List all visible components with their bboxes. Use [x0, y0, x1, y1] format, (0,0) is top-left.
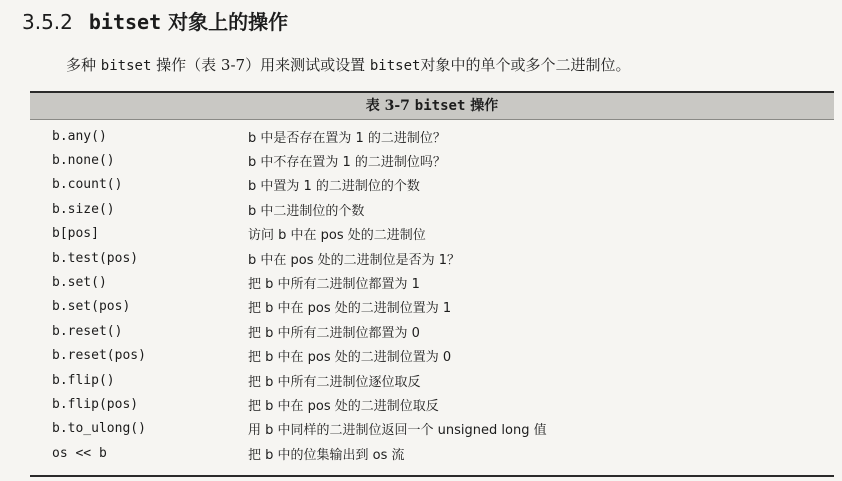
- operation-cell: b.set(): [52, 275, 107, 291]
- description-cell: 把 b 中所有二进制位逐位取反: [248, 374, 421, 390]
- operation-cell: b.none(): [52, 153, 115, 169]
- operation-cell: b.reset(): [52, 323, 123, 339]
- table-caption-text: 操作: [470, 98, 499, 114]
- section-number: 3.5.2: [22, 10, 73, 34]
- table-row: [30, 441, 834, 465]
- operation-cell: b.any(): [52, 128, 107, 144]
- description-cell: b 中二进制位的个数: [248, 203, 365, 219]
- operation-cell: b[pos]: [52, 226, 99, 242]
- description-cell: 把 b 中所有二进制位都置为 1: [248, 277, 420, 293]
- intro-paragraph: [66, 54, 630, 75]
- table-row: [30, 270, 834, 294]
- table-caption-code: bitset: [414, 98, 466, 114]
- description-cell: 把 b 中的位集输出到 os 流: [248, 447, 405, 463]
- intro-code-1: bitset: [100, 58, 152, 74]
- operation-cell: b.count(): [52, 177, 123, 193]
- intro-code-2: bitset: [369, 58, 421, 74]
- table-caption: [30, 93, 834, 120]
- operation-cell: b.test(pos): [52, 250, 139, 266]
- description-cell: b 中在 pos 处的二进制位是否为 1？: [248, 252, 461, 268]
- description-cell: 把 b 中所有二进制位都置为 0: [248, 325, 420, 341]
- section-title-code: bitset: [88, 10, 162, 34]
- description-cell: 把 b 中在 pos 处的二进制位置为 1: [248, 301, 452, 317]
- table-body: [30, 120, 834, 465]
- operation-cell: b.set(pos): [52, 299, 131, 315]
- operation-cell: b.reset(pos): [52, 348, 146, 364]
- description-cell: 访问 b 中在 pos 处的二进制位: [248, 228, 426, 244]
- description-cell: 用 b 中同样的二进制位返回一个 unsigned long 值: [248, 423, 547, 439]
- description-cell: b 中不存在置为 1 的二进制位吗？: [248, 155, 446, 171]
- table-row: [30, 173, 834, 197]
- operation-cell: b.size(): [52, 201, 115, 217]
- intro-text-3: 对象中的单个或多个二进制位。: [420, 56, 631, 74]
- operation-cell: b.flip(pos): [52, 396, 139, 412]
- table-row: [30, 222, 834, 246]
- table-row: [30, 148, 834, 172]
- table-row: [30, 368, 834, 392]
- section-heading: [22, 6, 288, 35]
- intro-text-1: 多种: [66, 56, 97, 74]
- section-title-text: 对象上的操作: [161, 10, 289, 34]
- table-row: [30, 417, 834, 441]
- operation-cell: b.flip(): [52, 372, 115, 388]
- description-cell: b 中置为 1 的二进制位的个数: [248, 179, 420, 195]
- description-cell: b 中是否存在置为 1 的二进制位？: [248, 130, 446, 146]
- description-cell: 把 b 中在 pos 处的二进制位置为 0: [248, 350, 452, 366]
- description-cell: 把 b 中在 pos 处的二进制位取反: [248, 398, 439, 414]
- table-row: [30, 246, 834, 270]
- bitset-operations-table: [30, 91, 834, 477]
- table-row: [30, 344, 834, 368]
- operation-cell: os << b: [52, 445, 107, 461]
- table-row: [30, 124, 834, 148]
- table-caption-label: 表 3-7: [365, 98, 410, 114]
- table-row: [30, 295, 834, 319]
- table-row: [30, 197, 834, 221]
- table-row: [30, 319, 834, 343]
- intro-text-2: 操作（表 3-7）用来测试或设置: [156, 56, 366, 74]
- operation-cell: b.to_ulong(): [52, 421, 146, 437]
- table-row: [30, 392, 834, 416]
